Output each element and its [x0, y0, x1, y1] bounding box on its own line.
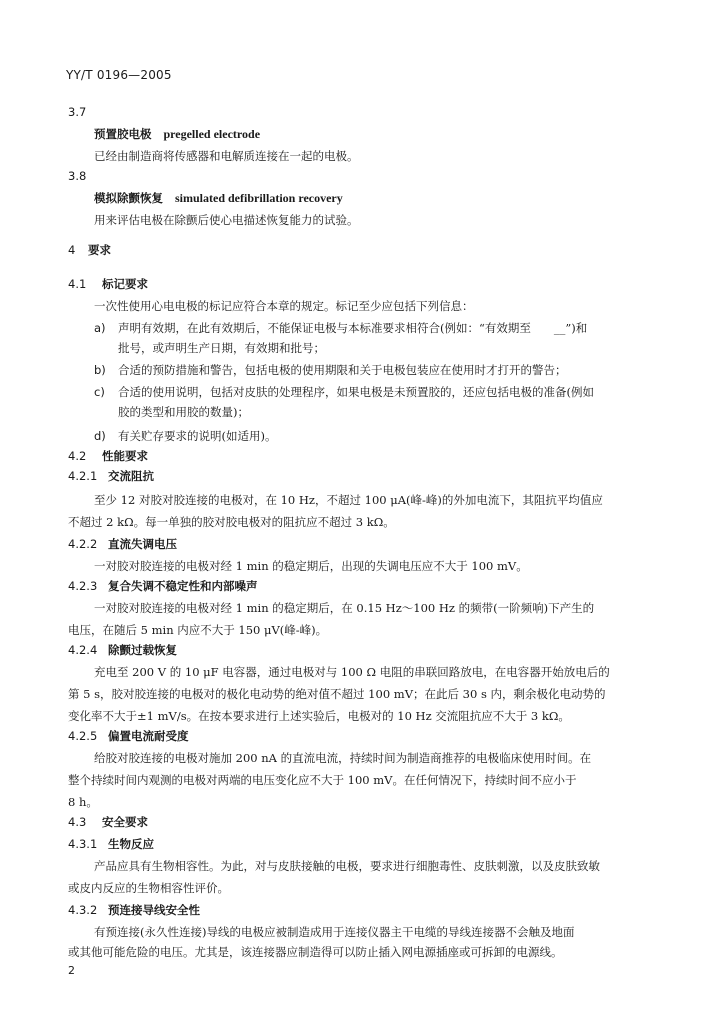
section-4-2-4-line3: 变化率不大于±1 mV/s。在按本要求进行上述实验后，电极对的 10 Hz 交流阻抗应不大于 3 kΩ。: [68, 709, 570, 723]
section-4-2-3-heading: [68, 578, 258, 594]
section-4-2-1-title: 交流阻抗: [108, 469, 154, 483]
list-item-a-line2: 批号，或声明生产日期，有效期和批号；: [118, 341, 325, 355]
list-item-c-line1: 合适的使用说明，包括对皮肤的处理程序，如果电极是未预置胶的，还应包括电极的准备(例如: [118, 385, 594, 399]
term-3-8-zh: 模拟除颤恢复: [94, 191, 163, 205]
list-item-d-line1: 有关贮存要求的说明(如适用)。: [118, 429, 277, 443]
section-4-title: 要求: [88, 243, 111, 257]
section-4-2-3-title: 复合失调不稳定性和内部噪声: [108, 579, 258, 593]
section-4-1-heading: [68, 276, 148, 292]
term-3-8-en: simulated defibrillation recovery: [175, 191, 343, 205]
list-item-b-line1: 合适的预防措施和警告，包括电极的使用期限和关于电极包装应在使用时才打开的警告；: [118, 363, 567, 377]
list-item-c-line2: 胶的类型和用胶的数量)；: [118, 405, 249, 419]
term-3-7: [94, 126, 260, 142]
section-4-2-4-heading: [68, 642, 177, 658]
section-4-3-2-heading: [68, 902, 200, 918]
section-4-2-2-number: 4.2.2: [68, 537, 98, 551]
standard-header: YY/T 0196—2005: [66, 68, 172, 82]
section-4-2-1-line2: 不超过 2 kΩ。每一单独的胶对胶电极对的阻抗应不超过 3 kΩ。: [68, 515, 395, 529]
section-4-2-5-number: 4.2.5: [68, 729, 98, 743]
section-4-2-5-line2: 整个持续时间内观测的电极对两端的电压变化应不大于 100 mV。在任何情况下，持续时间不应小于: [68, 773, 577, 787]
section-4-3-2-title: 预连接导线安全性: [108, 903, 200, 917]
section-4-2-5-line3: 8 h。: [68, 795, 98, 809]
section-4-2-5-line1: 给胶对胶连接的电极对施加 200 nA 的直流电流，持续时间为制造商推荐的电极临床使用时间。在: [94, 751, 592, 765]
section-4-2-2-title: 直流失调电压: [108, 537, 177, 551]
term-3-7-en: pregelled electrode: [163, 127, 261, 141]
section-4-2-3-line2: 电压，在随后 5 min 内应不大于 150 μV(峰-峰)。: [68, 623, 328, 637]
section-4-3-2-line2: 或其他可能危险的电压。尤其是，该连接器应制造得可以防止插入网电源插座或可拆卸的电源线。: [68, 945, 563, 959]
section-4-3-1-number: 4.3.1: [68, 837, 98, 851]
list-item-b-label: b): [94, 363, 106, 377]
section-4-3-2-line1: 有预连接(永久性连接)导线的电极应被制造成用于连接仪器主干电缆的导线连接器不会触及地面: [94, 925, 575, 939]
clause-number-3-7: 3.7: [68, 105, 87, 119]
section-4-2-4-line1: 充电至 200 V 的 10 μF 电容器，通过电极对与 100 Ω 电阻的串联回路放电，在电容器开始放电后的: [94, 665, 610, 679]
section-4-3-number: 4.3: [68, 815, 87, 829]
section-4-2-1-heading: [68, 468, 154, 484]
list-item-a-label: a): [94, 321, 106, 335]
section-4-3-1-heading: [68, 836, 154, 852]
section-4-2-4-title: 除颤过载恢复: [108, 643, 177, 657]
term-3-8: [94, 190, 343, 206]
section-4-number: 4: [68, 243, 76, 257]
section-4-3-2-number: 4.3.2: [68, 903, 98, 917]
section-4-3-title: 安全要求: [102, 815, 148, 829]
section-4-2-1-line1: 至少 12 对胶对胶连接的电极对，在 10 Hz，不超过 100 μA(峰-峰)的外加电流下，其阻抗平均值应: [94, 493, 603, 507]
term-3-7-zh: 预置胶电极: [94, 127, 152, 141]
list-item-c-label: c): [94, 385, 105, 399]
section-4-heading: [68, 242, 111, 258]
section-4-2-title: 性能要求: [102, 449, 148, 463]
definition-3-7: 已经由制造商将传感器和电解质连接在一起的电极。: [94, 149, 359, 163]
section-4-2-heading: [68, 448, 148, 464]
definition-3-8: 用来评估电极在除颤后使心电描述恢复能力的试验。: [94, 213, 359, 227]
section-4-2-3-line1: 一对胶对胶连接的电极对经 1 min 的稳定期后，在 0.15 Hz～100 Hz 的频带(一阶频响)下产生的: [94, 601, 595, 615]
section-4-3-1-line2: 或皮内反应的生物相容性评价。: [68, 881, 229, 895]
list-item-d-label: d): [94, 429, 106, 443]
section-4-3-1-title: 生物反应: [108, 837, 154, 851]
list-item-a-line1: 声明有效期，在此有效期后，不能保证电极与本标准要求相符合(例如：“有效期至 __”)和: [118, 321, 588, 335]
section-4-2-5-title: 偏置电流耐受度: [108, 729, 189, 743]
clause-number-3-8: 3.8: [68, 169, 87, 183]
section-4-2-3-number: 4.2.3: [68, 579, 98, 593]
section-4-2-number: 4.2: [68, 449, 87, 463]
section-4-2-2-line1: 一对胶对胶连接的电极对经 1 min 的稳定期后，出现的失调电压应不大于 100 mV。: [94, 559, 528, 573]
section-4-2-2-heading: [68, 536, 177, 552]
section-4-2-4-number: 4.2.4: [68, 643, 98, 657]
section-4-2-5-heading: [68, 728, 189, 744]
section-4-2-4-line2: 第 5 s，胶对胶连接的电极对的极化电动势的绝对值不超过 100 mV；在此后 30 s 内，剩余极化电动势的: [68, 687, 606, 701]
page-number: 2: [68, 964, 75, 977]
section-4-3-1-line1: 产品应具有生物相容性。为此，对与皮肤接触的电极，要求进行细胞毒性、皮肤刺激，以及皮肤致敏: [94, 859, 600, 873]
section-4-2-1-number: 4.2.1: [68, 469, 98, 483]
section-4-1-number: 4.1: [68, 277, 87, 291]
section-4-3-heading: [68, 814, 148, 830]
section-4-1-intro: 一次性使用心电电极的标记应符合本章的规定。标记至少应包括下列信息：: [94, 299, 474, 313]
section-4-1-title: 标记要求: [102, 277, 148, 291]
